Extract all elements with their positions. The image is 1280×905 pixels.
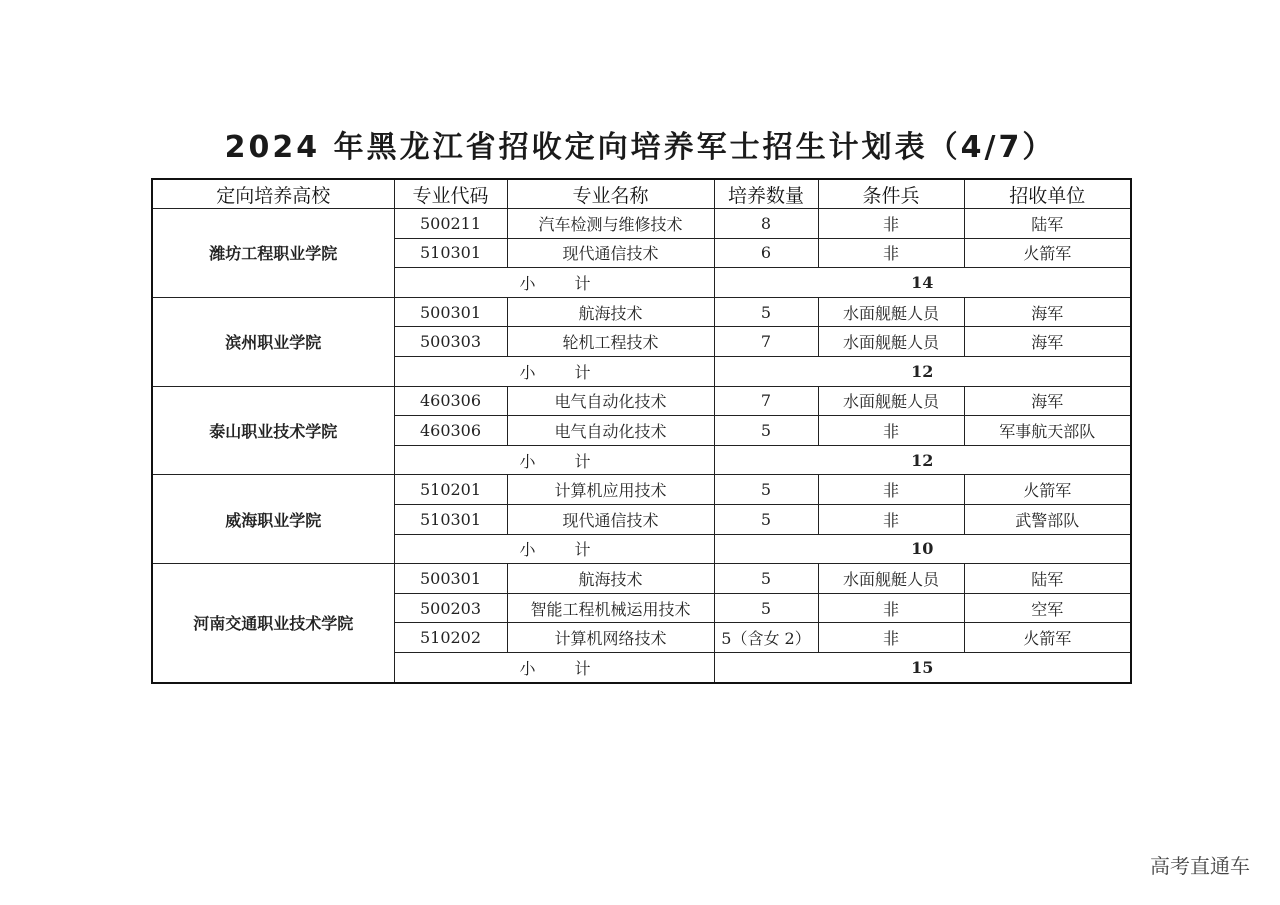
unit-cell: 军事航天部队 <box>964 416 1131 446</box>
major-name-cell: 电气自动化技术 <box>507 416 714 446</box>
count-cell: 5 <box>714 297 818 327</box>
unit-cell: 海军 <box>964 327 1131 357</box>
subtotal-value: 15 <box>714 652 1131 682</box>
subtotal-label-b: 计 <box>574 540 592 560</box>
subtotal-label-b: 计 <box>574 362 592 382</box>
major-code-cell: 510202 <box>394 623 507 653</box>
major-code-cell: 500211 <box>394 209 507 239</box>
subtotal-label-a: 小 <box>519 540 537 560</box>
header-school: 定向培养高校 <box>152 179 394 209</box>
major-code-cell: 510301 <box>394 504 507 534</box>
header-major-name: 专业名称 <box>507 179 714 209</box>
condition-cell: 水面舰艇人员 <box>818 297 964 327</box>
unit-cell: 陆军 <box>964 564 1131 594</box>
major-code-cell: 500303 <box>394 327 507 357</box>
condition-cell: 非 <box>818 593 964 623</box>
condition-cell: 非 <box>818 209 964 239</box>
enrollment-plan-table <box>151 178 1132 684</box>
condition-cell: 非 <box>818 416 964 446</box>
condition-cell: 非 <box>818 623 964 653</box>
major-code-cell: 510301 <box>394 238 507 268</box>
subtotal-label-b: 计 <box>574 451 592 471</box>
subtotal-value: 10 <box>714 534 1131 564</box>
condition-cell: 非 <box>818 475 964 505</box>
header-count: 培养数量 <box>714 179 818 209</box>
major-code-cell: 460306 <box>394 386 507 416</box>
major-code-cell: 460306 <box>394 416 507 446</box>
subtotal-label-b: 计 <box>574 273 592 293</box>
count-cell: 5 <box>714 416 818 446</box>
school-name: 泰山职业技术学院 <box>152 386 394 475</box>
major-name-cell: 航海技术 <box>507 297 714 327</box>
subtotal-label-b: 计 <box>574 658 592 678</box>
school-name: 滨州职业学院 <box>152 297 394 386</box>
major-name-cell: 现代通信技术 <box>507 504 714 534</box>
major-code-cell: 500301 <box>394 297 507 327</box>
count-cell: 5（含女 2） <box>714 623 818 653</box>
unit-cell: 武警部队 <box>964 504 1131 534</box>
count-cell: 6 <box>714 238 818 268</box>
unit-cell: 火箭军 <box>964 238 1131 268</box>
page-title: 2024 年黑龙江省招收定向培养军士招生计划表（4/7） <box>224 130 1056 165</box>
major-name-cell: 智能工程机械运用技术 <box>507 593 714 623</box>
count-cell: 7 <box>714 386 818 416</box>
subtotal-label-a: 小 <box>519 273 537 293</box>
school-name: 河南交通职业技术学院 <box>152 564 394 683</box>
condition-cell: 非 <box>818 238 964 268</box>
subtotal-label <box>394 534 714 564</box>
unit-cell: 火箭军 <box>964 475 1131 505</box>
major-code-cell: 510201 <box>394 475 507 505</box>
subtotal-label <box>394 445 714 475</box>
subtotal-value: 12 <box>714 356 1131 386</box>
major-name-cell: 电气自动化技术 <box>507 386 714 416</box>
count-cell: 8 <box>714 209 818 239</box>
major-name-cell: 航海技术 <box>507 564 714 594</box>
major-name-cell: 轮机工程技术 <box>507 327 714 357</box>
subtotal-value: 12 <box>714 445 1131 475</box>
subtotal-label-a: 小 <box>519 658 537 678</box>
count-cell: 7 <box>714 327 818 357</box>
header-condition: 条件兵 <box>818 179 964 209</box>
unit-cell: 空军 <box>964 593 1131 623</box>
subtotal-label <box>394 356 714 386</box>
table-row <box>152 475 1131 505</box>
subtotal-value: 14 <box>714 268 1131 298</box>
watermark-text: 高考直通车 <box>1150 854 1250 878</box>
count-cell: 5 <box>714 593 818 623</box>
unit-cell: 火箭军 <box>964 623 1131 653</box>
table-header-row <box>152 179 1131 209</box>
condition-cell: 水面舰艇人员 <box>818 564 964 594</box>
table-row <box>152 297 1131 327</box>
unit-cell: 陆军 <box>964 209 1131 239</box>
school-name: 潍坊工程职业学院 <box>152 209 394 298</box>
condition-cell: 水面舰艇人员 <box>818 327 964 357</box>
subtotal-label-a: 小 <box>519 362 537 382</box>
condition-cell: 非 <box>818 504 964 534</box>
count-cell: 5 <box>714 564 818 594</box>
major-name-cell: 计算机应用技术 <box>507 475 714 505</box>
header-unit: 招收单位 <box>964 179 1131 209</box>
major-code-cell: 500301 <box>394 564 507 594</box>
table-row <box>152 564 1131 594</box>
subtotal-label <box>394 652 714 682</box>
unit-cell: 海军 <box>964 297 1131 327</box>
count-cell: 5 <box>714 475 818 505</box>
subtotal-label-a: 小 <box>519 451 537 471</box>
major-name-cell: 汽车检测与维修技术 <box>507 209 714 239</box>
school-name: 威海职业学院 <box>152 475 394 564</box>
major-name-cell: 现代通信技术 <box>507 238 714 268</box>
subtotal-label <box>394 268 714 298</box>
table-row <box>152 209 1131 239</box>
table-row <box>152 386 1131 416</box>
header-major-code: 专业代码 <box>394 179 507 209</box>
major-code-cell: 500203 <box>394 593 507 623</box>
condition-cell: 水面舰艇人员 <box>818 386 964 416</box>
major-name-cell: 计算机网络技术 <box>507 623 714 653</box>
unit-cell: 海军 <box>964 386 1131 416</box>
count-cell: 5 <box>714 504 818 534</box>
